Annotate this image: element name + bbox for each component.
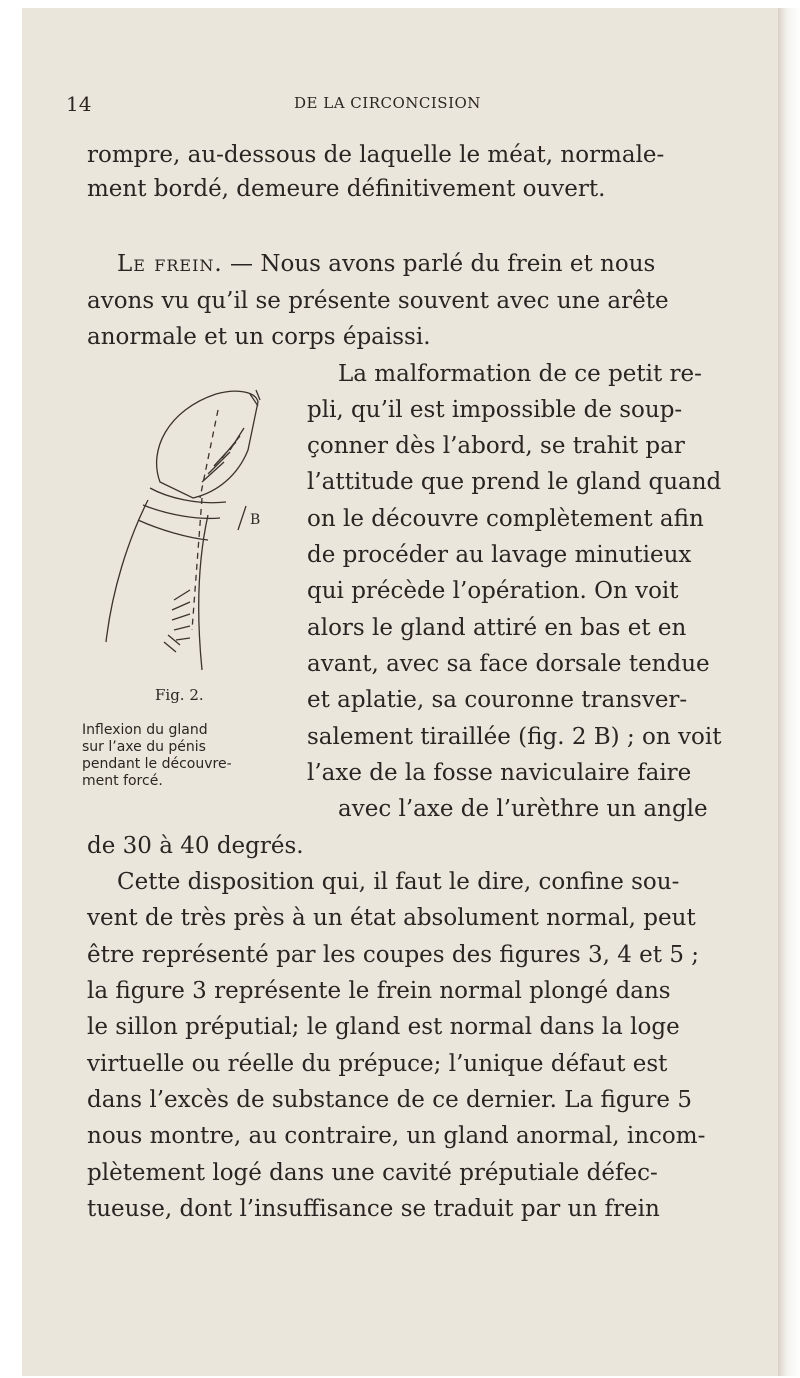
running-title: DE LA CIRCONCISION [294, 94, 481, 112]
text-line: le sillon préputial; le gland est normal dans la loge [87, 1014, 680, 1040]
section-paragraph-start [117, 251, 655, 277]
page-number: 14 [66, 92, 92, 116]
page-edge-shadow [778, 8, 800, 1376]
text-line: de procéder au lavage minutieux [307, 542, 692, 568]
text-line: avec l’axe de l’urèthre un angle [338, 796, 708, 822]
caption-line: pendant le découvre- [82, 756, 232, 772]
text-line: virtuelle ou réelle du prépuce; l’unique défaut est [87, 1051, 668, 1077]
caption-line: Inflexion du gland [82, 722, 208, 738]
glans-axis [200, 410, 218, 498]
text-line: alors le gland attiré en bas et en [307, 615, 687, 641]
text-line: avant, avec sa face dorsale tendue [307, 651, 710, 677]
figure-label: Fig. 2. [155, 686, 204, 704]
text-line: ment bordé, demeure définitivement ouvert. [87, 176, 606, 202]
text-line: pli, qu’il est impossible de soup- [307, 397, 683, 423]
text-line: de 30 à 40 degrés. [87, 833, 304, 859]
text-line: plètement logé dans une cavité préputiale défec- [87, 1160, 658, 1186]
text-line: çonner dès l’abord, se trahit par [307, 433, 685, 459]
text-line: La malformation de ce petit re- [338, 361, 702, 387]
shaft-outline [199, 515, 208, 670]
figure-caption [82, 722, 292, 790]
text-line: nous montre, au contraire, un gland anormal, incom- [87, 1123, 706, 1149]
text-line: on le découvre complètement afin [307, 506, 704, 532]
right-axis-tick [238, 506, 246, 530]
caption-line: ment forcé. [82, 773, 163, 789]
text-line: Cette disposition qui, il faut le dire, confine sou- [117, 869, 680, 895]
caption-line: sur l’axe du pénis [82, 739, 206, 755]
text-line: être représenté par les coupes des figures 3, 4 et 5 ; [87, 942, 700, 968]
text-line: qui précède l’opération. On voit [307, 578, 679, 604]
text-line: tueuse, dont l’insuffisance se traduit par un frein [87, 1196, 660, 1222]
corona-fold [138, 520, 208, 540]
text-line: dans l’excès de substance de ce dernier. La figure 5 [87, 1087, 692, 1113]
text-line: rompre, au-dessous de laquelle le méat, normale- [87, 142, 665, 168]
text-line: la figure 3 représente le frein normal plongé dans [87, 978, 671, 1004]
meatus-marks [164, 635, 180, 652]
text-line: et aplatie, sa couronne transver- [307, 687, 688, 713]
text-line: vent de très près à un état absolument normal, peut [87, 905, 696, 931]
gland-outline [157, 391, 258, 498]
figure-letter-b: B [250, 512, 261, 528]
tip-marks [250, 390, 260, 406]
corona-fold [143, 505, 220, 518]
text-line: avons vu qu’il se présente souvent avec une arête [87, 288, 669, 314]
text-line: salement tiraillée (fig. 2 B) ; on voit [307, 724, 722, 750]
section-heading: Le frein. [117, 251, 223, 277]
frenum-hatching [172, 590, 190, 640]
text-line: l’axe de la fosse naviculaire faire [307, 760, 692, 786]
text-line: l’attitude que prend le gland quand [307, 469, 722, 495]
text-line: anormale et un corps épaissi. [87, 324, 431, 350]
text-line: — Nous avons parlé du frein et nous [222, 251, 656, 277]
